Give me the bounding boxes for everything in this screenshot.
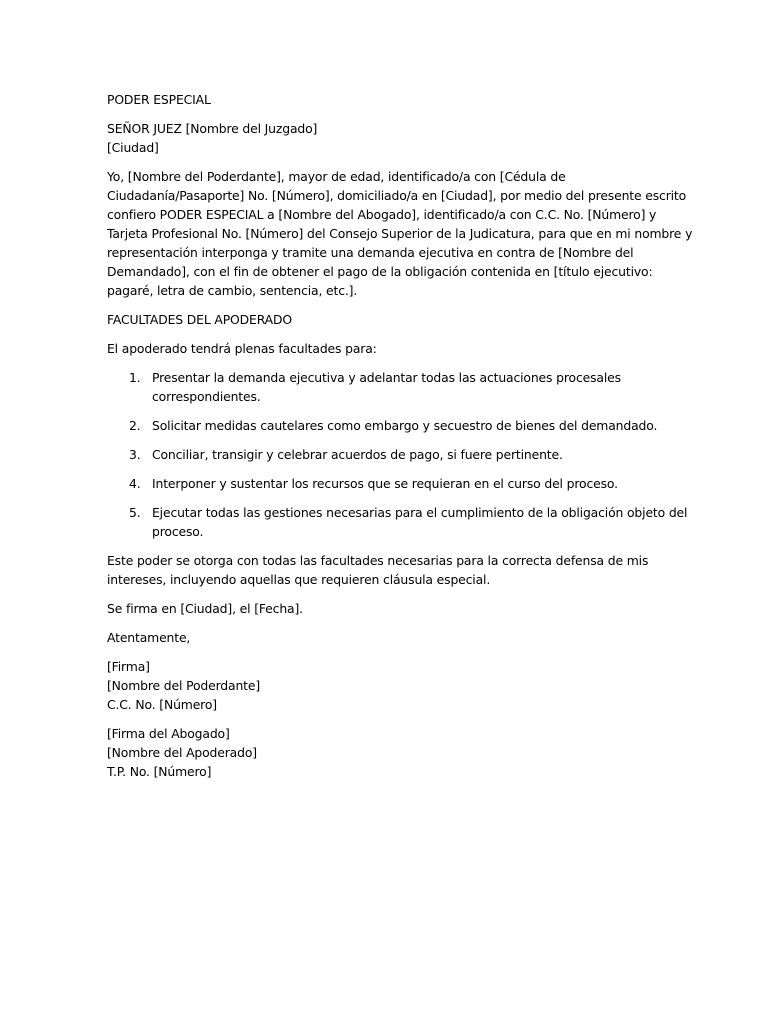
signature-line: [Nombre del Apoderado]: [107, 745, 257, 760]
salutation: [107, 628, 667, 647]
section-heading: [107, 310, 667, 329]
list-item-number: 2.: [129, 418, 141, 433]
list-item-number: 5.: [129, 505, 141, 520]
intro-line: Tarjeta Profesional No. [Número] del Consejo Superior de la Judicatura, para que en mi nombre y: [107, 226, 693, 241]
addressee-line: [Ciudad]: [107, 140, 159, 155]
list-item-number: 4.: [129, 476, 141, 491]
signature-line: T.P. No. [Número]: [107, 764, 212, 779]
salutation-line: Atentamente,: [107, 630, 191, 645]
intro-line: representación interponga y tramite una demanda ejecutiva en contra de [Nombre del: [107, 245, 634, 260]
list-item-line: Conciliar, transigir y celebrar acuerdos de pago, si fuere pertinente.: [152, 447, 563, 462]
signed-at: [107, 599, 667, 618]
list-item-line: proceso.: [152, 524, 204, 539]
list-item-number: 1.: [129, 370, 141, 385]
list-item-number: 3.: [129, 447, 141, 462]
document-title: [107, 90, 667, 109]
list-item: [107, 416, 667, 435]
closing-paragraph: [107, 551, 667, 589]
signature-line: [Firma del Abogado]: [107, 726, 230, 741]
intro-line: pagaré, letra de cambio, sentencia, etc.].: [107, 283, 358, 298]
intro-line: confiero PODER ESPECIAL a [Nombre del Abogado], identificado/a con C.C. No. [Número] y: [107, 207, 657, 222]
title-line: PODER ESPECIAL: [107, 92, 211, 107]
list-item: [107, 474, 667, 493]
closing-line: intereses, incluyendo aquellas que requieren cláusula especial.: [107, 572, 491, 587]
signed-at-line: Se firma en [Ciudad], el [Fecha].: [107, 601, 303, 616]
addressee-line: SEÑOR JUEZ [Nombre del Juzgado]: [107, 121, 318, 136]
list-item-line: Ejecutar todas las gestiones necesarias para el cumplimiento de la obligación objeto del: [152, 505, 688, 520]
signature-line: [Nombre del Poderdante]: [107, 678, 261, 693]
powers-list: [107, 368, 688, 541]
intro-line: Yo, [Nombre del Poderdante], mayor de edad, identificado/a con [Cédula de: [107, 169, 566, 184]
intro-paragraph: [107, 167, 693, 300]
list-item: [107, 503, 688, 541]
signature-line: [Firma]: [107, 659, 150, 674]
powers-intro-line: El apoderado tendrá plenas facultades para:: [107, 341, 377, 356]
attorney-signature-block: [107, 724, 667, 781]
list-item: [107, 368, 667, 406]
intro-line: Demandado], con el fin de obtener el pago de la obligación contenida en [título ejecutivo:: [107, 264, 653, 279]
intro-line: Ciudadanía/Pasaporte] No. [Número], domiciliado/a en [Ciudad], por medio del presente escrito: [107, 188, 687, 203]
signature-line: C.C. No. [Número]: [107, 697, 217, 712]
closing-line: Este poder se otorga con todas las facultades necesarias para la correcta defensa de mis: [107, 553, 649, 568]
addressee-block: [107, 119, 667, 157]
list-item-line: Solicitar medidas cautelares como embargo y secuestro de bienes del demandado.: [152, 418, 658, 433]
grantor-signature-block: [107, 657, 667, 714]
powers-intro: [107, 339, 667, 358]
list-item: [107, 445, 667, 464]
section-heading-line: FACULTADES DEL APODERADO: [107, 312, 292, 327]
list-item-line: Presentar la demanda ejecutiva y adelantar todas las actuaciones procesales: [152, 370, 621, 385]
list-item-line: Interponer y sustentar los recursos que se requieran en el curso del proceso.: [152, 476, 618, 491]
list-item-line: correspondientes.: [152, 389, 261, 404]
document-body: [107, 90, 693, 791]
